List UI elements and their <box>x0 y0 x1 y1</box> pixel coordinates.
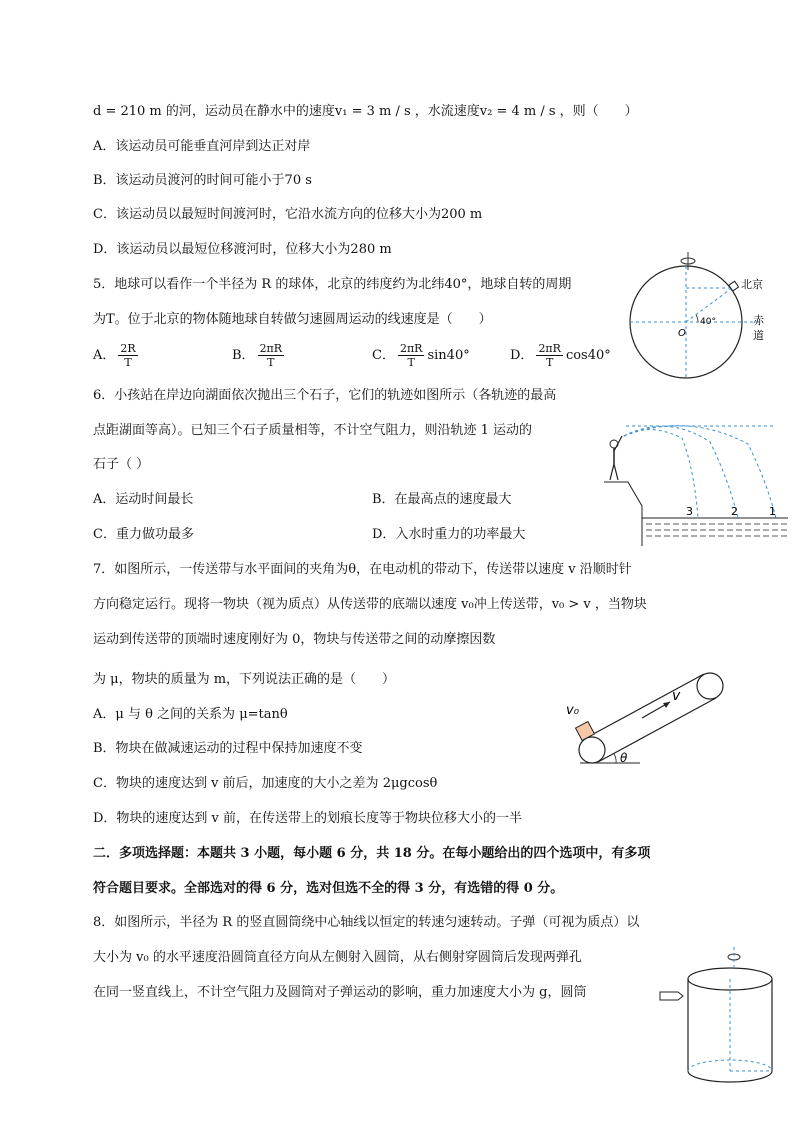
equator-label-2: 道 <box>753 329 764 342</box>
stones-figure <box>598 418 790 548</box>
q5-c-numerator: 2πR <box>399 342 423 355</box>
q7-option-d: D．物块的速度达到 v 前，在传送带上的划痕长度等于物块位移大小的一半 <box>93 811 523 826</box>
q5-option-a-label: A． <box>93 348 116 363</box>
beijing-label: 北京 <box>741 278 763 291</box>
angle-arc <box>696 315 698 322</box>
belt-bottom <box>598 698 716 762</box>
q5-option-b <box>232 342 287 369</box>
child-leg-left <box>610 464 614 480</box>
q6-option-c: C．重力做功最多 <box>93 527 194 542</box>
q6-stem-line3: 石子（ ） <box>93 457 150 472</box>
section2-heading-line1: 二．多项选择题：本题共 3 小题，每小题 6 分，共 18 分。在每小题给出的四个选项中，有多项 <box>93 846 651 861</box>
q5-stem-line1: 5．地球可以看作一个半径为 R 的球体，北京的纬度约为北纬40°，地球自转的周期 <box>93 277 572 292</box>
q5-b-denominator: T <box>267 356 275 369</box>
q5-option-d-label: D． <box>510 348 534 363</box>
q6-option-d: D．入水时重力的功率最大 <box>372 527 526 542</box>
q5-b-numerator: 2πR <box>259 342 283 355</box>
belt-top <box>586 674 704 738</box>
bullet-icon <box>660 992 683 1000</box>
q4-option-b: B．该运动员渡河的时间可能小于70 s <box>93 173 312 188</box>
theta-label: θ <box>620 751 628 765</box>
v0-label: v₀ <box>566 703 579 718</box>
q5-a-numerator: 2R <box>120 342 136 355</box>
q5-d-tail: cos40° <box>565 348 611 363</box>
q6-stem-line1: 6．小孩站在岸边向湖面依次抛出三个石子，它们的轨迹如图所示（各轨迹的最高 <box>93 388 557 403</box>
q5-option-c-fraction <box>398 342 425 369</box>
q8-stem-line2: 大小为 v₀ 的水平速度沿圆筒直径方向从左侧射入圆筒，从右侧射穿圆筒后发现两弹孔 <box>93 950 582 965</box>
center-label: O <box>678 328 686 339</box>
q6-option-a: A．运动时间最长 <box>93 492 194 507</box>
q5-d-denominator: T <box>546 356 554 369</box>
q7-option-c: C．物块的速度达到 v 前后，加速度的大小之差为 2μgcosθ <box>93 776 438 791</box>
q7-option-a: A．μ 与 θ 之间的关系为 μ=tanθ <box>93 707 288 722</box>
q5-option-a <box>93 342 141 369</box>
q4-option-d: D．该运动员以最短位移渡河时，位移大小为280 m <box>93 242 392 257</box>
q5-c-tail: sin40° <box>427 348 470 363</box>
shore-hatch <box>628 482 642 506</box>
angle-label: 40° <box>700 317 716 327</box>
trajectory-1 <box>624 426 776 518</box>
q5-option-a-fraction <box>118 342 137 369</box>
q5-option-b-label: B． <box>232 348 255 363</box>
q6-option-b: B．在最高点的速度最大 <box>372 492 512 507</box>
q5-d-numerator: 2πR <box>538 342 561 355</box>
top-roller <box>697 673 723 699</box>
trajectory-3-label: 3 <box>686 505 693 518</box>
child-leg-right <box>614 464 618 480</box>
equator-label-1: 赤 <box>753 314 764 327</box>
cylinder-bottom-front <box>688 1071 772 1082</box>
shore <box>604 482 642 546</box>
q4-option-a: A．该运动员可能垂直河岸到达正对岸 <box>93 139 311 154</box>
cylinder-figure <box>656 945 780 1085</box>
conveyor-figure <box>560 664 736 774</box>
q7-stem-line2: 方向稳定运行。现将一物块（视为质点）从传送带的底端以速度 v₀冲上传送带，v₀ > v ，当物块 <box>93 597 647 612</box>
q4-option-c: C．该运动员以最短时间渡河时，它沿水流方向的位移大小为200 m <box>93 207 483 222</box>
q5-option-d-fraction <box>536 342 563 369</box>
v-label: v <box>672 688 681 704</box>
q5-c-denominator: T <box>407 356 415 369</box>
q5-option-c <box>372 342 470 369</box>
q5-stem-line2: 为T。位于北京的物体随地球自转做匀速圆周运动的线速度是（ ） <box>93 312 492 327</box>
q7-option-b: B．物块在做减速运动的过程中保持加速度不变 <box>93 741 363 756</box>
trajectory-2-label: 2 <box>731 505 738 518</box>
bottom-roller <box>579 737 605 763</box>
q7-stem-line1: 7．如图所示，一传送带与水平面间的夹角为θ，在电动机的带动下，传送带以速度 v 沿顺时针 <box>93 562 632 577</box>
section2-heading-line2: 符合题目要求。全部选对的得 6 分，选对但选不全的得 3 分，有选错的得 0 分。 <box>93 881 564 896</box>
trajectory-1-label: 1 <box>769 505 776 518</box>
q5-a-denominator: T <box>124 356 132 369</box>
q7-stem-line4: 为 μ，物块的质量为 m，下列说法正确的是（ ） <box>93 672 396 687</box>
q5-option-d <box>510 342 611 369</box>
q7-stem-line3: 运动到传送带的顶端时速度刚好为 0，物块与传送带之间的动摩擦因数 <box>93 632 496 647</box>
q5-option-b-fraction <box>258 342 285 369</box>
theta-arc <box>614 754 616 763</box>
q6-stem-line2: 点距湖面等高）。已知三个石子质量相等，不计空气阻力，则沿轨迹 1 运动的 <box>93 423 533 438</box>
q4-stem: d = 210 m 的河，运动员在静水中的速度v₁ = 3 m / s ，水流速度v₂ = 4 m / s ，则（ ） <box>93 104 638 119</box>
q5-option-c-label: C． <box>372 348 395 363</box>
q8-stem-line1: 8．如图所示，半径为 R 的竖直圆筒绕中心轴线以恒定的转速匀速转动。子弹（可视为质点）以 <box>93 915 640 930</box>
q8-stem-line3: 在同一竖直线上，不计空气阻力及圆筒对子弹运动的影响，重力加速度大小为 g，圆筒 <box>93 985 587 1000</box>
earth-figure <box>622 250 782 385</box>
